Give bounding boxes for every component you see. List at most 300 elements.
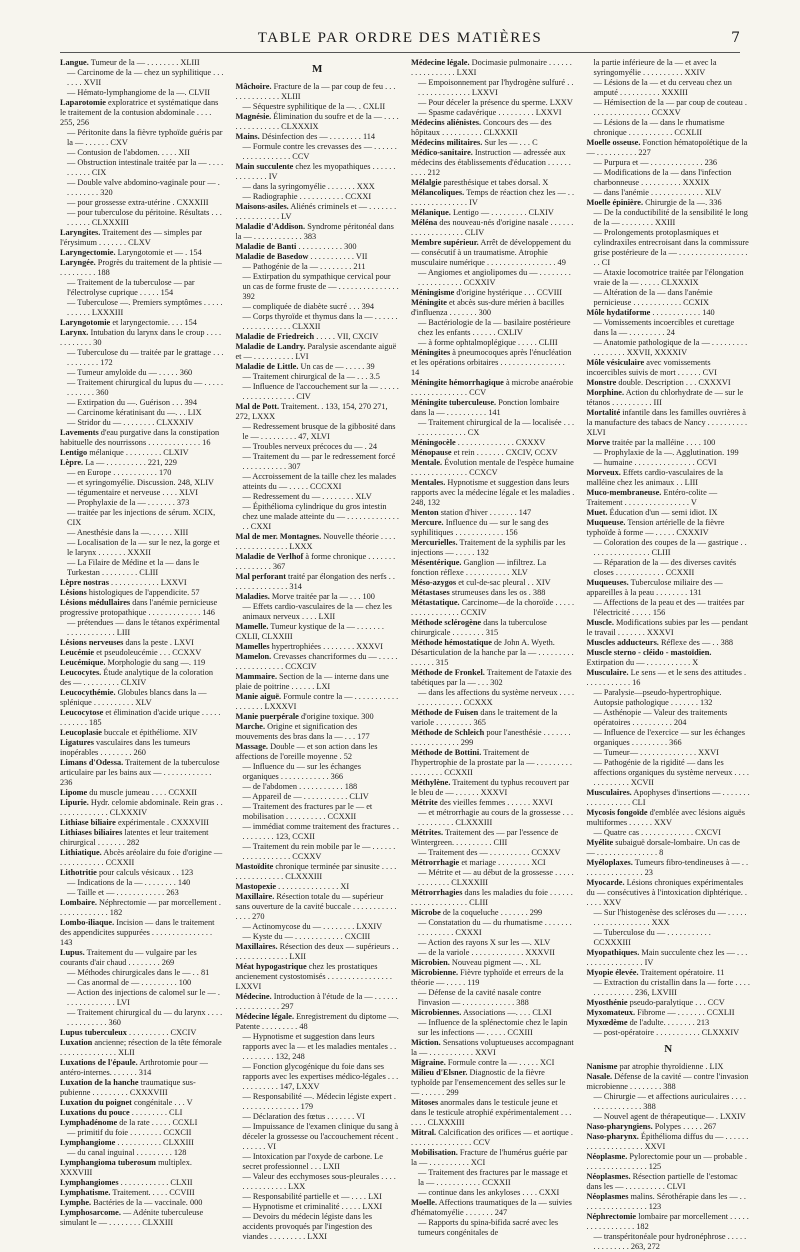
entry-text: — Défense de la cavité nasale contre l'invasion — . . . . . . . . . . . . . 388 [418, 988, 542, 1007]
entry-text: — Traitement chirurgical du lupus du — . . . . . . . . . . . . 360 [67, 378, 224, 397]
entry-text: et laryngectomie. . . . 154 [112, 318, 197, 327]
entry-text: — Nouvel agent de thérapeutique— . LXXIV [593, 1112, 746, 1121]
entry-text: Tension artérielle de la fièvre typhoïde à forme — . . . . . CXXXIV [586, 518, 725, 537]
entry-text: Nouvelle théorie . . . . . . . . . . . . . . . . . LXXX [235, 532, 396, 551]
index-entry [587, 558, 751, 578]
entry-heading: Lombo-iliaque. [60, 918, 115, 927]
index-entry [236, 1032, 400, 1062]
entry-heading: Larynx. [60, 328, 89, 337]
entry-text: — Influence de la splénectomie chez le lapin sur les infections — . . . . . CCXIII [418, 1018, 568, 1037]
index-entry [60, 1118, 224, 1128]
index-entry [236, 722, 400, 742]
entry-text: Élimination du soufre et de la — . . . . . . . . . . . . . . . CLXXXIX [235, 112, 399, 131]
entry-text: traumatique sus-pubienne . . . . . . . . . CXXXVIII [60, 1078, 196, 1097]
entry-text: Tumeur de la — . . . . . . . . XLIII [90, 58, 200, 67]
index-entry [60, 128, 224, 148]
index-entry [587, 668, 751, 688]
index-entry [411, 108, 575, 118]
entry-heading: Médecins militaires. [411, 138, 483, 147]
index-entry [236, 992, 400, 1012]
entry-text: Action du chlorhydrate de — sur le tétanos . . . . . . . . . . III [586, 388, 744, 407]
index-entry [587, 1008, 751, 1018]
index-entry [60, 888, 224, 898]
entry-text: — Traitement chirurgical de la — localisée . . . . . . . . . . . . . . . CX [418, 418, 575, 437]
entry-text: Chirurgie de la —. 336 [645, 198, 722, 207]
entry-text: Entéro-colite — Traitement . . . . . . . . . . . . . . . . V [586, 488, 718, 507]
index-entry [236, 452, 400, 472]
entry-text: — Responsabilité —. Médecin légiste expert . . . . . . . . . . . . . . . 179 [242, 1092, 396, 1111]
index-entry [60, 1058, 224, 1078]
entry-heading: Maladie de Basedow [235, 252, 309, 261]
entry-text: des nouveau-nés d'origine nasale . . . . . . . . . . . . . . . . . . . CLIV [411, 218, 574, 237]
entry-text: Étude analytique de la coloration des — . . . . . . . . . CLXIV [60, 668, 213, 687]
index-entry [60, 278, 224, 298]
entry-text: Traitement de l'hypertrophie de la prostate par la — . . . . . . . . . . . . . . . . . CCXXII [411, 748, 572, 777]
entry-text: à forme chronique . . . . . . . . . . . . . . . . 367 [235, 552, 396, 571]
index-entry [411, 338, 575, 348]
entry-heading: Naso-pharyngiens. [586, 1122, 653, 1131]
index-entry [411, 188, 575, 208]
entry-text: — Actinomycose du — . . . . . . . . LXXIV [242, 922, 383, 931]
entry-heading: Luxation de la hanche [60, 1078, 139, 1087]
entry-heading: Méso-azygos [411, 578, 457, 587]
entry-text: station d'hiver . . . . . . . 147 [440, 508, 532, 517]
entry-text: — Paralysie—pseudo-hypertrophique. Autopsie pathologique . . . . . . . 132 [593, 688, 722, 707]
entry-text: — traitée par les injections de sérum. XCIX, CIX [67, 508, 216, 527]
index-entry [587, 978, 751, 998]
index-entry [587, 618, 751, 638]
index-entry [60, 848, 224, 868]
entry-text: ancienne; résection de la tête fémorale . . . . . . . . . . . . . . XLII [60, 1038, 222, 1057]
entry-heading: Leucocytose [60, 708, 104, 717]
index-entry [60, 468, 224, 478]
entry-heading: Muco-membraneuse. [586, 488, 662, 497]
index-entry [411, 708, 575, 728]
index-entry [236, 422, 400, 442]
entry-text: chez les prostatiques ancienement cystostomisés . . . . . . . . . . . . . . . . LXXVI [235, 962, 392, 991]
index-entry [411, 598, 575, 618]
entry-heading: Mamelon. [235, 652, 272, 661]
index-entry [60, 948, 224, 968]
entry-text: . . . . . . . . . CLI [131, 1108, 183, 1117]
index-entry [411, 1128, 575, 1148]
entry-text: Origine et signification des mouvements des bras dans la — . . . 177 [235, 722, 370, 741]
index-entry [236, 102, 400, 112]
index-entry [411, 438, 575, 448]
index-entry [60, 1128, 224, 1138]
entry-heading: Maxillaire. [235, 892, 275, 901]
entry-text: — Traitement du rein mobile par le — . . . . . . . . . . . . . . . . . . CCXXV [242, 842, 396, 861]
entry-text: Abcès aréolaire du foie d'origine — . . . . . . . . . . . CCXXII [60, 848, 223, 867]
index-entry [587, 1152, 751, 1172]
index-entry [587, 458, 751, 468]
entry-text: — Localisation de la — sur le nez, la gorge et le larynx . . . . . . . XXXII [67, 538, 220, 557]
index-entry [236, 882, 400, 892]
entry-text: Défense de la cavité — contre l'invasion microbienne . . . . . . . . 388 [586, 1072, 749, 1091]
entry-text: double. Description . . . CXXXVI [618, 378, 731, 387]
index-entry [60, 708, 224, 728]
entry-heading: Mal de mer. Montagnes. [235, 532, 322, 541]
index-entry [236, 782, 400, 792]
entry-heading: Méat hypogastrique [235, 962, 307, 971]
entry-heading: Méningites [411, 348, 451, 357]
entry-text: . . . . . . . . . . . 300 [298, 242, 357, 251]
index-entry [411, 288, 575, 298]
index-entry [587, 318, 751, 338]
page-number: 7 [731, 30, 740, 46]
entry-text: — à forme ophtalmoplégique . . . . . CLIII [418, 338, 558, 347]
entry-heading: Mésentérique. [411, 558, 462, 567]
entry-text: Fracture de l'humérus guérie par la — . . . . . . . . . . XCI [411, 1148, 568, 1167]
entry-heading: Lymphangiome [60, 1138, 116, 1147]
entry-heading: Morve [586, 438, 610, 447]
section-letter: M [312, 63, 323, 75]
index-entry [587, 1112, 751, 1122]
index-entry [60, 98, 224, 128]
index-entry [236, 202, 400, 222]
entry-heading: Leucémique. [60, 658, 106, 667]
entry-text: — Valeur des ecchymoses sous-pleurales . . . . . . . . . . . . . . . LXX [242, 1172, 396, 1191]
index-entry [411, 478, 575, 508]
entry-text: — compliquée de diabète sucré . . . 394 [242, 302, 375, 311]
index-entry [236, 1112, 400, 1122]
entry-text: — Anatomie pathologique de la — . . . . . . . . . . . . . . . . . XXVII, XXXXIV [593, 338, 748, 357]
index-entry [236, 712, 400, 722]
entry-text: — du canal inguinal . . . . . . . . . 128 [67, 1148, 187, 1157]
index-entry [236, 1192, 400, 1202]
entry-text: Sur les — . . . C [484, 138, 538, 147]
index-entry [411, 1148, 575, 1168]
entry-text: Section de la — interne dans une plaie de poitrine . . . . . . LXI [235, 672, 389, 691]
index-entry [236, 552, 400, 572]
index-entry [60, 918, 224, 948]
entry-text: — Extirpation du —. Guérison . . . 394 [67, 398, 197, 407]
entry-text: — Corps thyroïde et thymus dans la — . . . . . . . . . . . . . . . . . . CLXXII [242, 312, 398, 331]
index-entry [236, 532, 400, 552]
entry-text: — Taille et — . . . . . . . . . . . . 263 [67, 888, 179, 897]
entry-heading: Muqueuse. [586, 518, 626, 527]
index-entry [60, 1078, 224, 1098]
entry-heading: Leucoplasie [60, 728, 102, 737]
entry-text: — Intoxication par l'oxyde de carbone. Le secret professionnel . . . LXII [242, 1152, 383, 1171]
entry-text: Laryngotomie et — . 154 [117, 248, 202, 257]
entry-heading: Mercurielles. [411, 538, 458, 547]
entry-text: Progrès du traitement de la phtisie — . . . . . . . . . 188 [60, 258, 222, 277]
index-entry [587, 1062, 751, 1072]
entry-text: . . . . . VII, CXCIV [316, 332, 379, 341]
entry-heading: Lithotritie [60, 868, 97, 877]
entry-heading: Luxation du poignet [60, 1098, 132, 1107]
entry-heading: Leucocytes. [60, 668, 102, 677]
entry-text: Morve traitée par la — . . . 100 [271, 592, 375, 601]
entry-text: Calcification des orifices — et aortique . . . . . . . . . . . . . . . . CCV [411, 1128, 573, 1147]
entry-text: . . . . . . . . . . . VII [310, 252, 368, 261]
entry-text: Hydr. celomie abdominale. Rein gras . . . . . . . . . . . . . . CLXXXIV [60, 798, 223, 817]
index-entry [60, 158, 224, 178]
index-entry [411, 148, 575, 178]
entry-text: — Réparation de la — des diverses cavités closes . . . . . . . . . . . . CCXXII [593, 558, 737, 577]
entry-text: lombaire par morcellement . . . . . . . . . . . . . . . . . 182 [586, 1212, 749, 1231]
entry-text: — Vomissements incoercibles et curettage dans la — . . . . . . . . . 24 [593, 318, 735, 337]
index-entry [587, 598, 751, 618]
entry-text: et rein . . . . . . . CXCIV, CCXV [453, 448, 558, 457]
index-entry [587, 508, 751, 518]
entry-heading: Myopie élevée. [586, 968, 639, 977]
entry-text: Syndrome péritonéal dans la — . . . . . . . . . . . . 383 [235, 222, 394, 241]
entry-text: — Séquestre syphilitique de la —. . CXLII [242, 102, 386, 111]
entry-heading: Néoplasmes [586, 1192, 629, 1201]
entry-text: — Influence de l'accouchement sur la — . . . . . . . . . . . . . . . . . . CIV [242, 382, 399, 401]
entry-text: à pneumocoques après l'énucléation et les opérations orbitaires . . . . . . . . . . . . . . . . 14 [411, 348, 572, 377]
entry-text: — Carcinome de la — chez un syphilitique . . . . . . . XVII [67, 68, 224, 87]
entry-text: — et syringomyélie. Discussion. 248, XLIV [67, 478, 215, 487]
index-entry [236, 492, 400, 502]
entry-text: Traitement opératoire. 11 [640, 968, 725, 977]
entry-heading: Néoplasmes. [586, 1172, 631, 1181]
entry-text: Formule contre la — . . . . . XCI [447, 1058, 555, 1067]
index-entry [236, 252, 400, 262]
entry-heading: Médecine. [235, 992, 272, 1001]
entry-heading: Myopathiques. [586, 948, 640, 957]
index-entry [60, 178, 224, 198]
entry-heading: Muet. [586, 508, 608, 517]
entry-text: — Kyste du — . . . . . . . . . . . . CXCIII [242, 932, 371, 941]
index-entry [236, 272, 400, 302]
index-entry [411, 78, 575, 98]
index-entry [60, 688, 224, 708]
index-entry [60, 318, 224, 328]
entry-text: Arrêt de développement du — consécutif à un traumatisme. Atrophie musculaire numérique . . . . . . . . . . . . . . . . . 49 [411, 238, 571, 267]
index-entry [60, 398, 224, 408]
entry-text: . . . . . . . . . . . . . . CXXXV [457, 438, 546, 447]
index-entry [587, 338, 751, 358]
entry-heading: Métastases [411, 588, 450, 597]
entry-text: — Prophylaxie de la — . . . . . . . 373 [67, 498, 190, 507]
index-entry [60, 968, 224, 978]
index-entry [411, 238, 575, 268]
entry-text: — Bactériologie de la — basilaire postérieure chez les enfants . . . . . . CXLIV [418, 318, 571, 337]
entry-heading: Microbiennes. [411, 1008, 462, 1017]
entry-heading: Luxations de l'épaule. [60, 1058, 138, 1067]
index-entry [236, 592, 400, 602]
entry-text: — Stridor du — . . . . . . . . CLXXXIV [67, 418, 194, 427]
entry-heading: Mains. [235, 132, 260, 141]
entry-heading: Mitoses [411, 1098, 439, 1107]
index-entry [60, 148, 224, 158]
index-entry [411, 208, 575, 218]
index-entry [411, 218, 575, 238]
entry-text: — Méthodes chirurgicales dans le — . . 81 [67, 968, 210, 977]
entry-text: — Action des injections de calomel sur le — . . . . . . . . . . . . . LVI [67, 988, 220, 1007]
entry-heading: Muscle sterno - cléido - mastoïdien. [586, 648, 712, 657]
entry-text: — Traitement chirurgical de la — . . . 3.5 [242, 372, 380, 381]
entry-heading: Maladie de Little. [235, 362, 299, 371]
entry-text: — primitif du foie . . . . . . . . CCXCII [67, 1128, 192, 1137]
index-entry [411, 748, 575, 778]
entry-text: dans l'anémie pernicieuse progressive protopathique . . . . . . . . . . . . . 146 [60, 598, 218, 617]
entry-text: Tumeurs fibro-tendineuses à — . . . . . . . . . . . . . . . . 23 [586, 858, 749, 877]
index-entry [411, 98, 575, 108]
entry-text: — Traitement des fractures par le massage et la — . . . . . . . . . . . CCXXII [418, 1168, 568, 1187]
index-entry [60, 738, 224, 758]
entry-text: Traitement du typhus recouvert par le bleu de — . . . . . . XXXVI [411, 778, 570, 797]
entry-heading: Méthode hémostatique [411, 638, 492, 647]
index-entry [236, 672, 400, 692]
entry-text: multiplex. XXXVIII [60, 1158, 192, 1177]
entry-text: — prétendues — dans le tétanos expérimental . . . . . . . . . . . . LIII [67, 618, 220, 637]
index-entry [411, 318, 575, 338]
entry-text: dans la tuberculose chirurgicale . . . . . . . . 315 [411, 618, 547, 637]
index-entry [60, 208, 224, 228]
index-entry [60, 448, 224, 458]
entry-text: — Métrite et — au début de la grossesse . . . . . . . . . . . . . CLXXXIII [418, 868, 574, 887]
index-entry [60, 878, 224, 888]
entry-heading: Méthylène. [411, 778, 451, 787]
entry-heading: Limans d'Odessa. [60, 758, 124, 767]
index-entry [236, 1172, 400, 1192]
entry-text: Réflexe des — . . 388 [660, 638, 734, 647]
index-entry [60, 1198, 224, 1208]
entry-text: — Extirpation du sympathique cervical pour un cas de forme fruste de — . . . . . . . . . . . . . . . 392 [242, 272, 399, 301]
index-entry [60, 728, 224, 738]
entry-text: Concours des — des hôpitaux . . . . . . . . . . CLXXXII [411, 118, 552, 137]
entry-heading: Maisons-asiles. [235, 202, 289, 211]
entry-heading: Mercure. [411, 518, 444, 527]
index-entry [236, 262, 400, 272]
index-entry [411, 638, 575, 668]
page-header [60, 28, 740, 53]
index-entry [236, 222, 400, 242]
entry-text: — Influence de l'exercice — sur les échanges organiques . . . . . . . . . 366 [593, 728, 745, 747]
entry-text: Extirpation du — . . . . . . . . . . . X [586, 658, 699, 667]
index-entry [587, 578, 751, 598]
index-entry [236, 1212, 400, 1242]
index-entry [587, 638, 751, 648]
index-entry [587, 268, 751, 288]
index-entry [411, 948, 575, 958]
entry-text: Traitement. . 133, 154, 270 271, 272, LXXX [235, 402, 388, 421]
entry-text: — Ataxie locomotrice traitée par l'élongation vraie de la — . . . . . CLXXXIX [593, 268, 744, 287]
index-entry [236, 442, 400, 452]
index-entry [236, 892, 400, 922]
entry-text: — Radiographie . . . . . . . . . . . CCXXI [242, 192, 372, 201]
entry-heading: Monstre [586, 378, 617, 387]
index-entry [587, 878, 751, 908]
index-entry [411, 578, 575, 588]
entry-text: malins. Sérothérapie dans les — . . . . . . . . . . . . . . . . . 123 [586, 1192, 746, 1211]
entry-heading: Lithiatique. [60, 848, 102, 857]
index-entry [587, 758, 751, 788]
entry-text: Ponction lombaire dans la — . . . . . . . . . . 141 [411, 398, 560, 417]
index-entry [236, 382, 400, 402]
entry-text: pour calculs vésicaux . . 123 [98, 868, 194, 877]
entry-heading: Lipome [60, 788, 88, 797]
index-entry [236, 1012, 400, 1032]
entry-text: La — . . . . . . . . . . 221, 229 [85, 458, 177, 467]
index-entry [236, 342, 400, 362]
index-entry [587, 1192, 751, 1212]
index-entry [60, 618, 224, 638]
index-entry [587, 688, 751, 708]
entry-text: — transpéritonéale pour hydronéphrose . . . . . . . . . . . . . . 263, 272 [593, 1232, 747, 1251]
index-entry [587, 78, 751, 98]
entry-heading: Méthode de Fuisen [411, 708, 479, 717]
index-entry [236, 182, 400, 192]
index-entry [60, 1138, 224, 1148]
entry-text: — Péritonite dans la fièvre typhoïde guéris par la — . . . . . . CXV [67, 128, 223, 147]
entry-text: — Modifications de la — dans l'infection charbonneuse . . . . . . . . . . XXXIX [593, 168, 732, 187]
index-entry [60, 1178, 224, 1188]
entry-text: — pour grossesse extra-utérine . CXXXIII [67, 198, 209, 207]
entry-text: — Traitement de la tuberculose — par l'électrolyse cuprique . . . . . 154 [67, 278, 195, 297]
index-columns [60, 58, 750, 1251]
entry-text: — Chirurgie — et affections auriculaires . . . . . . . . . . . . . . . . 388 [593, 1092, 746, 1111]
entry-heading: Médico-sanitaire. [411, 148, 473, 157]
index-entry [587, 748, 751, 758]
entry-text: Traitement de la tuberculose articulaire par les bains aux — . . . . . . . . . . . . 236 [60, 758, 220, 787]
entry-text: — Lésions de la — dans le rhumatisme chronique . . . . . . . . . . . CCXLII [593, 118, 725, 137]
entry-heading: Métrorrhagies [411, 888, 463, 897]
index-entry [587, 488, 751, 508]
entry-text: — Affections de la peau et des — traitées par l'électricité . . . . . 156 [593, 598, 745, 617]
index-entry [236, 822, 400, 842]
entry-heading: Mélalgie [411, 178, 442, 187]
entry-text: Traitement des — simples par l'érysimum . . . . . . . CLXV [60, 228, 202, 247]
entry-heading: Méthode de Bottini. [411, 748, 482, 757]
entry-text: la partie inférieure de la — et avec la syringomyélie . . . . . . . . . . XXIV [593, 58, 717, 77]
entry-text: Influence du — sur le sang des syphilitiques . . . . . . . . . . . . 156 [411, 518, 549, 537]
entry-text: histologiques de l'appendicite. 57 [88, 588, 200, 597]
entry-text: Incision — dans le traitement des appendicites suppurées . . . . . . . . . . . . . . . 143 [60, 918, 215, 947]
entry-heading: Moelle épinière. [586, 198, 644, 207]
entry-text: Effets cardio-vasculaires de la malléine chez les animaux . . LIII [586, 468, 723, 487]
index-entry [411, 728, 575, 748]
index-entry [236, 842, 400, 862]
entry-text: Instruction — adressée aux médecins des établissements d'éducation . . . . . . . . . . 212 [411, 148, 571, 177]
entry-text: Formule contre la — . . . . . . . . . . . . . . . . . . LXXXVI [235, 692, 399, 711]
entry-text: . . . . . . . . . . . . CLXII [120, 1178, 193, 1187]
index-entry [60, 798, 224, 818]
index-entry [60, 868, 224, 878]
entry-text: — Impuissance de l'examen clinique du sang à déceler la grossesse ou l'accouchement récent . . . . . . . VI [242, 1122, 399, 1151]
index-entry [236, 162, 400, 182]
index-entry [60, 1028, 224, 1038]
entry-text: Carcinome—de la choroïde . . . . . . . . . . . . . . . . . CCXIV [411, 598, 575, 617]
entry-heading: Luxations du pouce [60, 1108, 130, 1117]
entry-text: . . . . . . . . . . . . 140 [652, 308, 715, 317]
entry-text: — humaine . . . . . . . . . . . . . . . CCVI [593, 458, 717, 467]
entry-heading: Maladie de Friedreich [235, 332, 315, 341]
entry-heading: Membre supérieur. [411, 238, 479, 247]
index-column-4 [586, 58, 751, 1251]
entry-text: — Angiomes et angiolipomes du — . . . . . . . . . . . . . . . . . . . CCXXIV [418, 268, 571, 287]
entry-text: Double — et son action dans les affections de l'oreille moyenne . 52 [235, 742, 378, 761]
entry-text: Polypes . . . . . 267 [654, 1122, 717, 1131]
index-entry [587, 808, 751, 828]
index-entry [236, 132, 400, 142]
entry-heading: Mitral. [411, 1128, 437, 1137]
entry-heading: Laryngotomie [60, 318, 111, 327]
entry-text: Docimasie pulmonaire . . . . . . . . . . . . . . . . . LXXI [411, 58, 572, 77]
index-entry [587, 858, 751, 878]
index-entry [236, 962, 400, 992]
entry-text: — Traitement du — par le redressement forcé . . . . . . . . . . . 307 [242, 452, 396, 471]
index-entry [236, 792, 400, 802]
index-entry [587, 828, 751, 838]
index-entry [411, 1168, 575, 1188]
entry-text: Aliénés criminels et — . . . . . . . . . . . . . . . . . . LV [235, 202, 397, 221]
index-entry [587, 1018, 751, 1028]
